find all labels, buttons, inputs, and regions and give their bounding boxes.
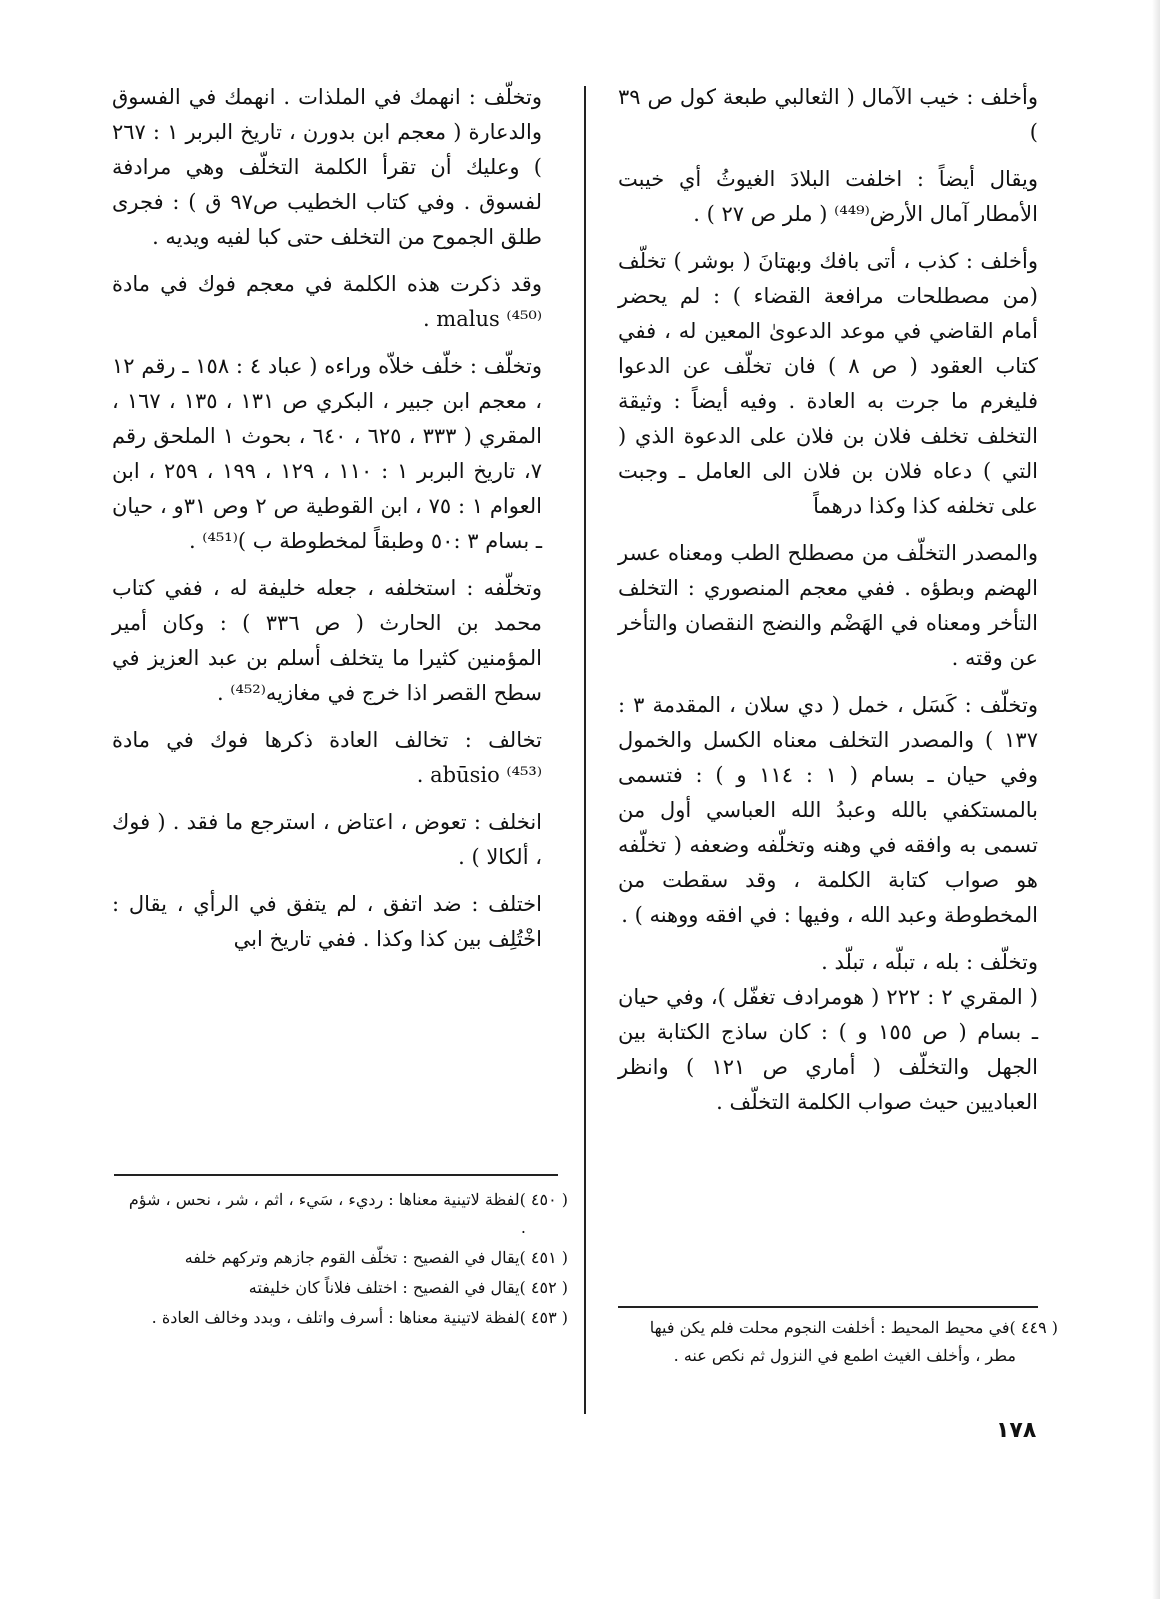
entry — [618, 162, 1038, 232]
entry-paragraph: ( المقري ٢ : ٢٢٢ ( هومرادف تغفّل )، وفي حيان ـ بسام ( ص ١٥٥ و ) : كان ساذج الكتابة بين الجهل والتخلّف ( أماري ص ١٢١ ) وانظر العباديين حيث صواب الكلمة التخلّف . — [618, 985, 1038, 1114]
entry-paragraph: وتخلّف : خلّف خلاّه وراءه ( عباد ٤ : ١٥٨ ـ رقم ١٢ ، معجم ابن جبير ، البكري ص ١٣١ ، ١٣٥ ، ١٦٧ ، المقري ( ٣٣٣ ، ٦٢٥ ، ٦٤٠ ، بحوث ١ الملحق رقم ٧، تاريخ البربر ١ : ١١٠ ، ١٢٩ ، ١٩٩ ، ٢٥٩ ، ابن العوام ١ : ٧٥ ، ابن القوطية ص ٢ وص ٣١و ، حيان ـ بسام ٣ :٥٠ وطبقاً لمخطوطة ب )⁽⁴⁵¹⁾ . — [112, 354, 542, 553]
footnote: ( ٤٥٣ )لفظة لاتينية معناها : أسرف واتلف ، وبدد وخالف العادة . — [151, 1308, 568, 1327]
footnote: ( ٤٥٠ )لفظة لاتينية معناها : رديء ، سَيء ، اثم ، شر ، نحس ، شؤم . — [128, 1190, 568, 1237]
entry-paragraph: وتخلّف : كَسَل ، خمل ( دي سلان ، المقدمة ٣ : ١٣٧ ) والمصدر التخلف معناه الكسل والخمول وفي حيان ـ بسام ( ١ : ١١٤ و ) : فتسمى بالمستكفي بالله وعبدُ الله العباسي أول من تسمى به وافقه في وهنه وتخلّفه وضعفه ( تخلّفه هو صواب كتابة الكلمة ، وقد سقطت من المخطوطة وعبد الله ، وفيها : في افقه ووهنه ) . — [618, 693, 1038, 927]
entry — [112, 349, 542, 559]
page-number: ١٧٨ — [996, 1418, 1037, 1443]
footnotes-right — [618, 1314, 1058, 1372]
entry — [618, 80, 1038, 150]
entry — [112, 267, 542, 337]
entry — [112, 723, 542, 793]
right-column — [618, 80, 1038, 1132]
footnote-rule — [114, 1174, 558, 1176]
entry — [618, 244, 1038, 524]
entry — [618, 536, 1038, 676]
entry-paragraph: اختلف : ضد اتفق ، لم يتفق في الرأي ، يقال : اخْتُلِف بين كذا وكذا . ففي تاريخ ابي — [112, 892, 542, 951]
left-column — [112, 80, 542, 969]
footnote: ( ٤٥٢ )يقال في الفصيح : اختلف فلاناً كان خليفته — [248, 1278, 568, 1297]
entry — [618, 688, 1038, 933]
entry-paragraph: انخلف : تعوض ، اعتاض ، استرجع ما فقد . ( فوك ، ألكالا ) . — [112, 810, 542, 869]
entry-paragraph: وقد ذكرت هذه الكلمة في معجم فوك في مادة malus ⁽⁴⁵⁰⁾ . — [112, 272, 542, 331]
entry — [112, 887, 542, 957]
entry-paragraph: وتخلّف : بله ، تبلّه ، تبلّد . — [821, 950, 1038, 974]
entry-paragraph: وأخلف : كذب ، أتى بافك وبهتانَ ( بوشر ) تخلّف (من مصطلحات مرافعة القضاء ) : لم يحضر أمام القاضي في موعد الدعوىٰ المعين له ، ففي كتاب العقود ( ص ٨ ) فان تخلّف عن الدعوا فليغرم ما جرت به العادة . وفيه أيضاً : وثيقة التخلف تخلف فلان بن فلان على الدعوة الذي ( التي ) دعاه فلان بن فلان الى العامل ـ وجبت على تخلفه كذا وكذا درهماً — [618, 249, 1038, 518]
entry-paragraph: وتخلّف : انهمك في الملذات . انهمك في الفسوق والدعارة ( معجم ابن بدورن ، تاريخ البربر ١ : ٢٦٧ ) وعليك أن تقرأ الكلمة التخلّف وهي مرادفة لفسوق . وفي كتاب الخطيب ص٩٧ ق ) : فجرى طلق الجموح من التخلف حتى كبا لفيه ويديه . — [112, 85, 542, 249]
entry-paragraph: وأخلف : خيب الآمال ( الثعالبي طبعة كول ص ٣٩ ) — [618, 85, 1038, 144]
entry-paragraph: ويقال أيضاً : اخلفت البلادَ الغيوثُ أي خيبت الأمطار آمال الأرض⁽⁴⁴⁹⁾ ( ملر ص ٢٧ ) . — [618, 167, 1038, 226]
column-divider — [584, 86, 586, 1414]
scan-edge — [1152, 0, 1160, 1599]
footnote: ( ٤٥١ )يقال في الفصيح : تخلّف القوم جازهم وتركهم خلفه — [184, 1248, 568, 1267]
entry-paragraph: وتخلّفه : استخلفه ، جعله خليفة له ، ففي كتاب محمد بن الحارث ( ص ٣٣٦ ) : وكان أمير المؤمنين كثيرا ما يتخلف أسلم بن عبد العزيز في سطح القصر اذا خرج في مغازيه⁽⁴⁵²⁾ . — [112, 576, 542, 705]
footnote: ( ٤٤٩ )في محيط المحيط : أخلفت النجوم محلت فلم يكن فيها مطر ، وأخلف الغيث اطمع في النزول ثم نكص عنه . — [649, 1318, 1058, 1365]
entry — [618, 945, 1038, 1120]
footnote-rule — [618, 1306, 1038, 1308]
entry — [112, 571, 542, 711]
entry-paragraph: تخالف : تخالف العادة ذكرها فوك في مادة abūsio ⁽⁴⁵³⁾ . — [112, 728, 542, 787]
entry-paragraph: والمصدر التخلّف من مصطلح الطب ومعناه عسر الهضم وبطؤه . ففي معجم المنصوري : التخلف التأخر ومعناه في الهَضْم والنضج النقصان والتأخر عن وقته . — [618, 541, 1038, 670]
entry — [112, 805, 542, 875]
entry — [112, 80, 542, 255]
footnotes-left — [128, 1186, 568, 1334]
